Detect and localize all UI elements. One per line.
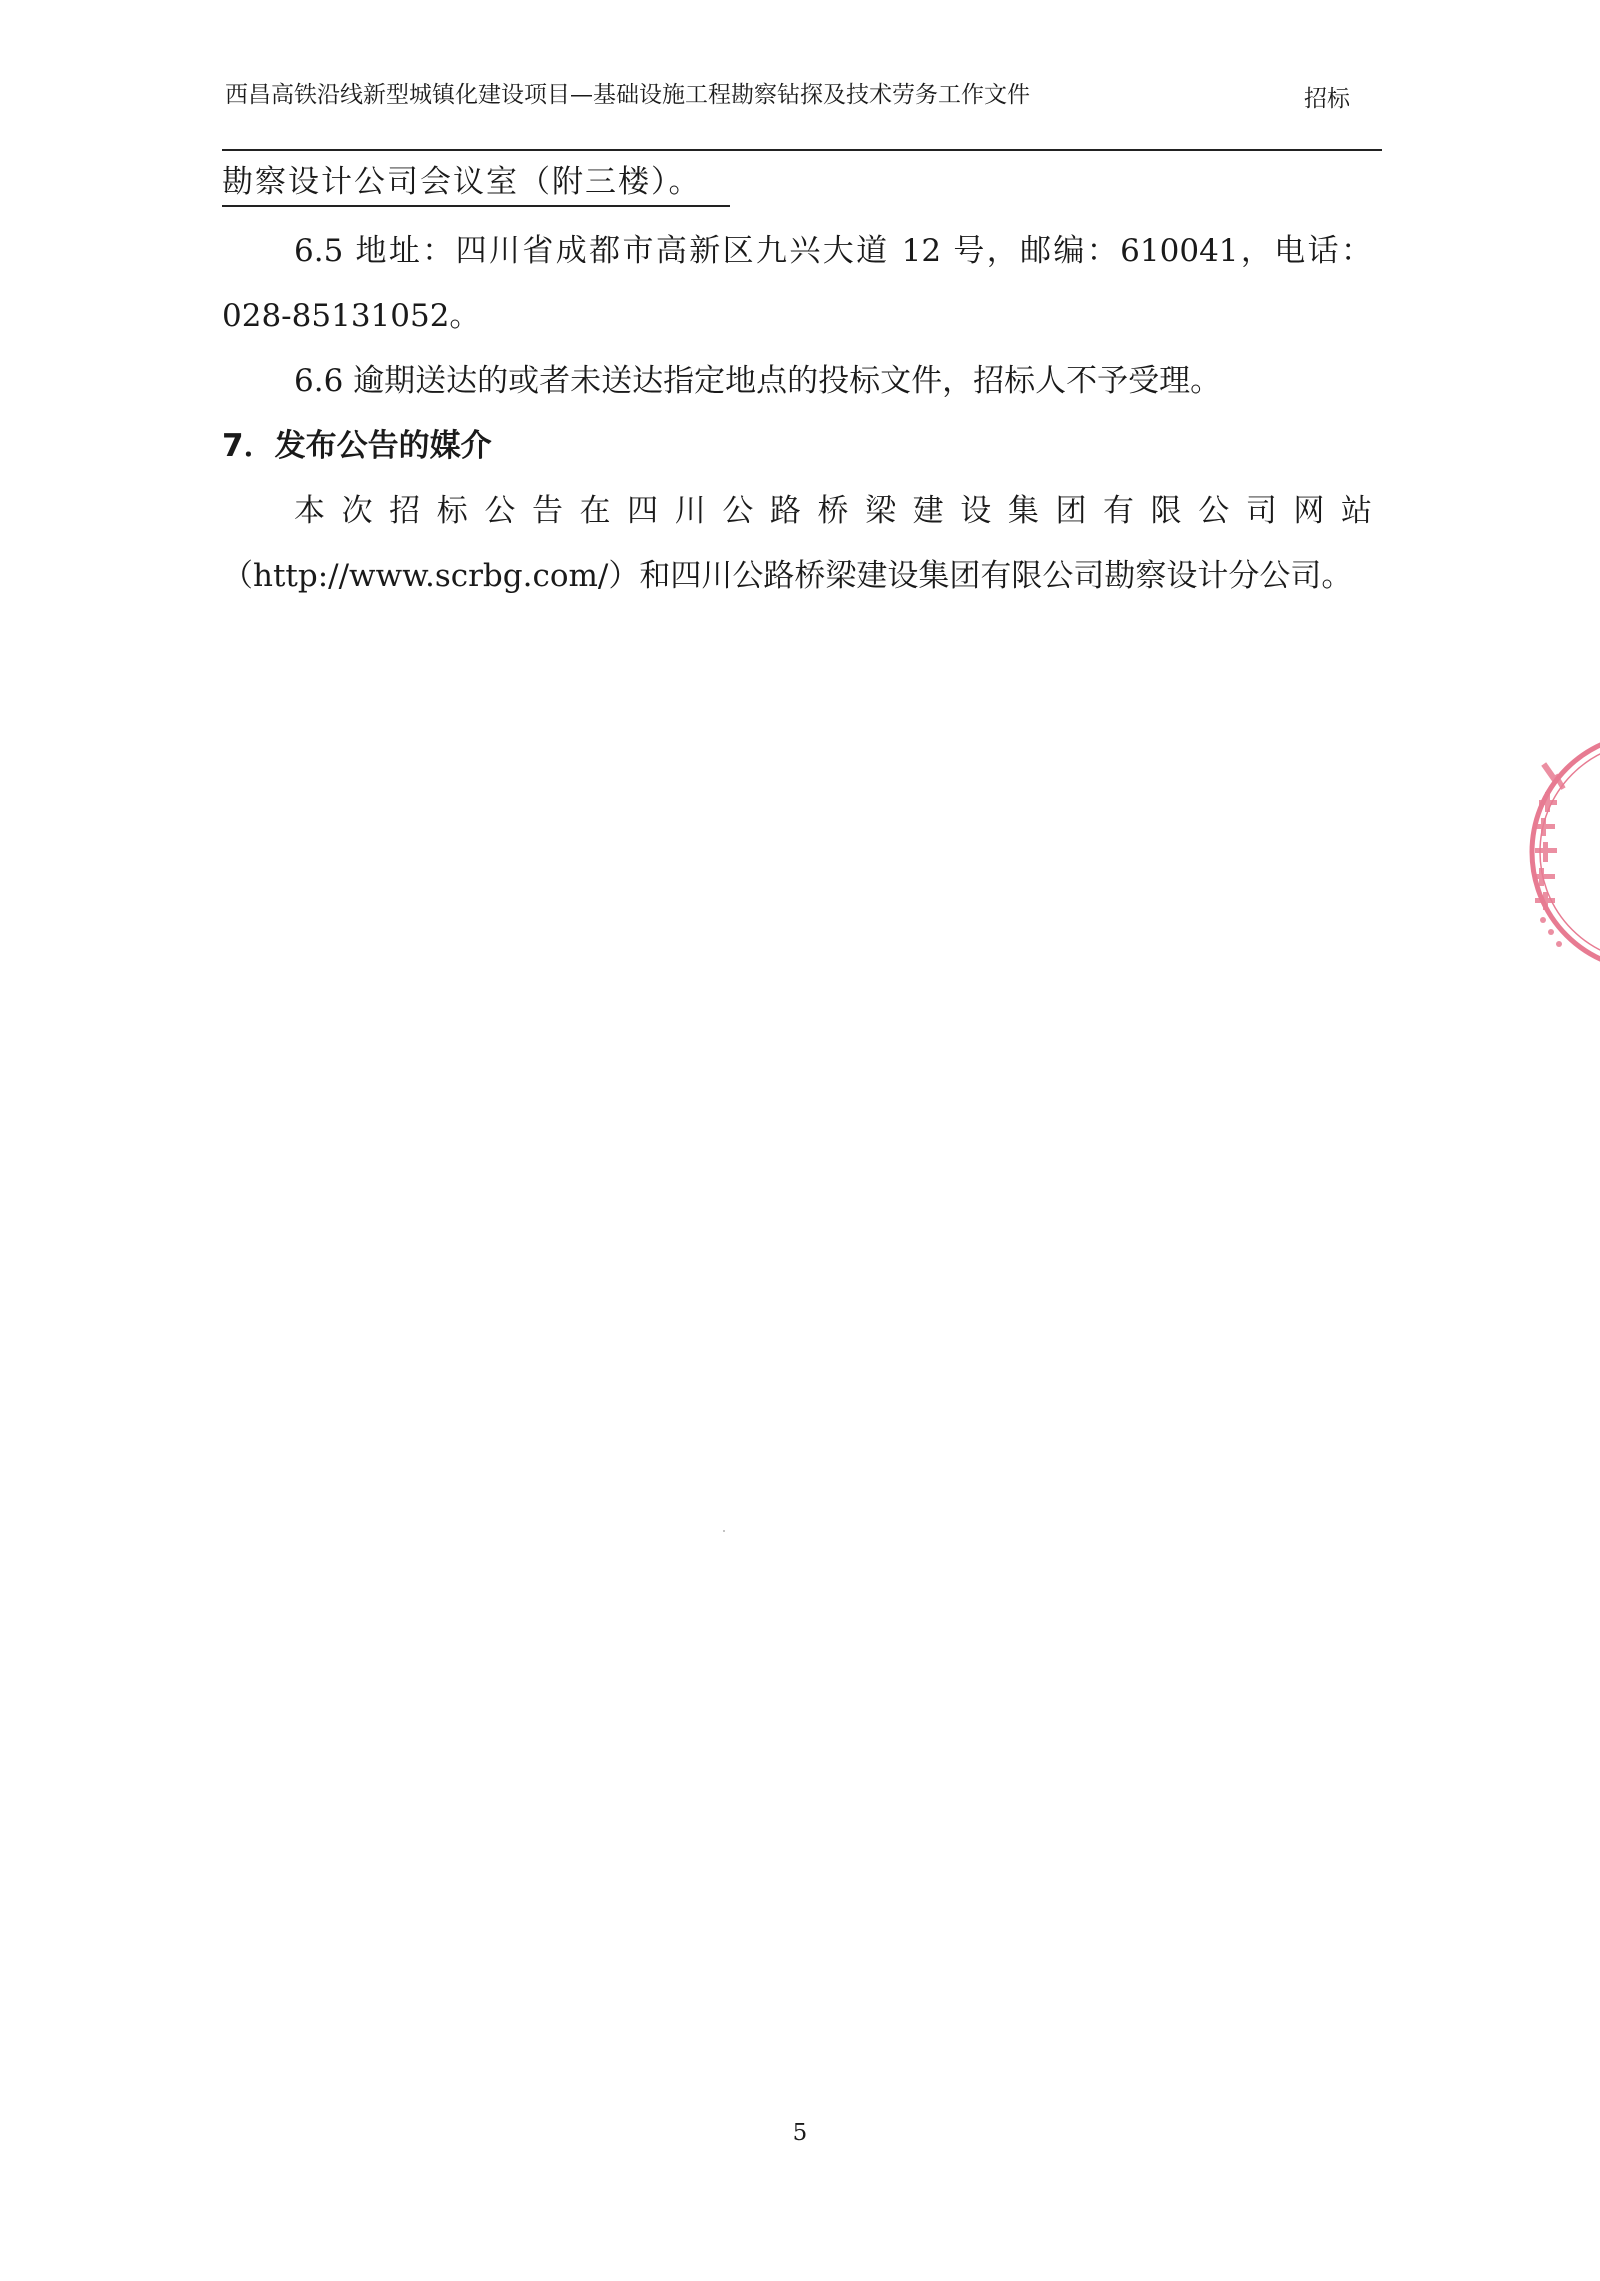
- document-body: [222, 150, 1372, 609]
- scan-speck: [723, 1530, 725, 1532]
- page-header: [225, 80, 1380, 148]
- header-title: 西昌高铁沿线新型城镇化建设项目—基础设施工程勘察钻探及技术劳务工作文件: [225, 82, 1030, 108]
- header-doc-type: 招标: [1304, 86, 1350, 112]
- company-seal-icon: [1525, 722, 1600, 982]
- paragraph-6-5: 6.5 地址：四川省成都市高新区九兴大道 12 号，邮编：610041，电话：028-85131052。: [222, 233, 1372, 334]
- paragraph-6-6: 6.6 逾期送达的或者未送达指定地点的投标文件，招标人不予受理。: [294, 363, 1222, 399]
- page-number: 5: [792, 2120, 808, 2146]
- continued-line: 勘察设计公司会议室（附三楼）。: [222, 159, 730, 207]
- section-7-text: （http://www.scrbg.com/）和四川公路桥梁建设集团有限公司勘察设计分公司。: [222, 558, 1353, 594]
- section-7-title: 7．发布公告的媒介: [222, 428, 492, 464]
- section-7-line-1: 本次招标公告在四川公路桥梁建设集团有限公司网站: [294, 493, 1372, 529]
